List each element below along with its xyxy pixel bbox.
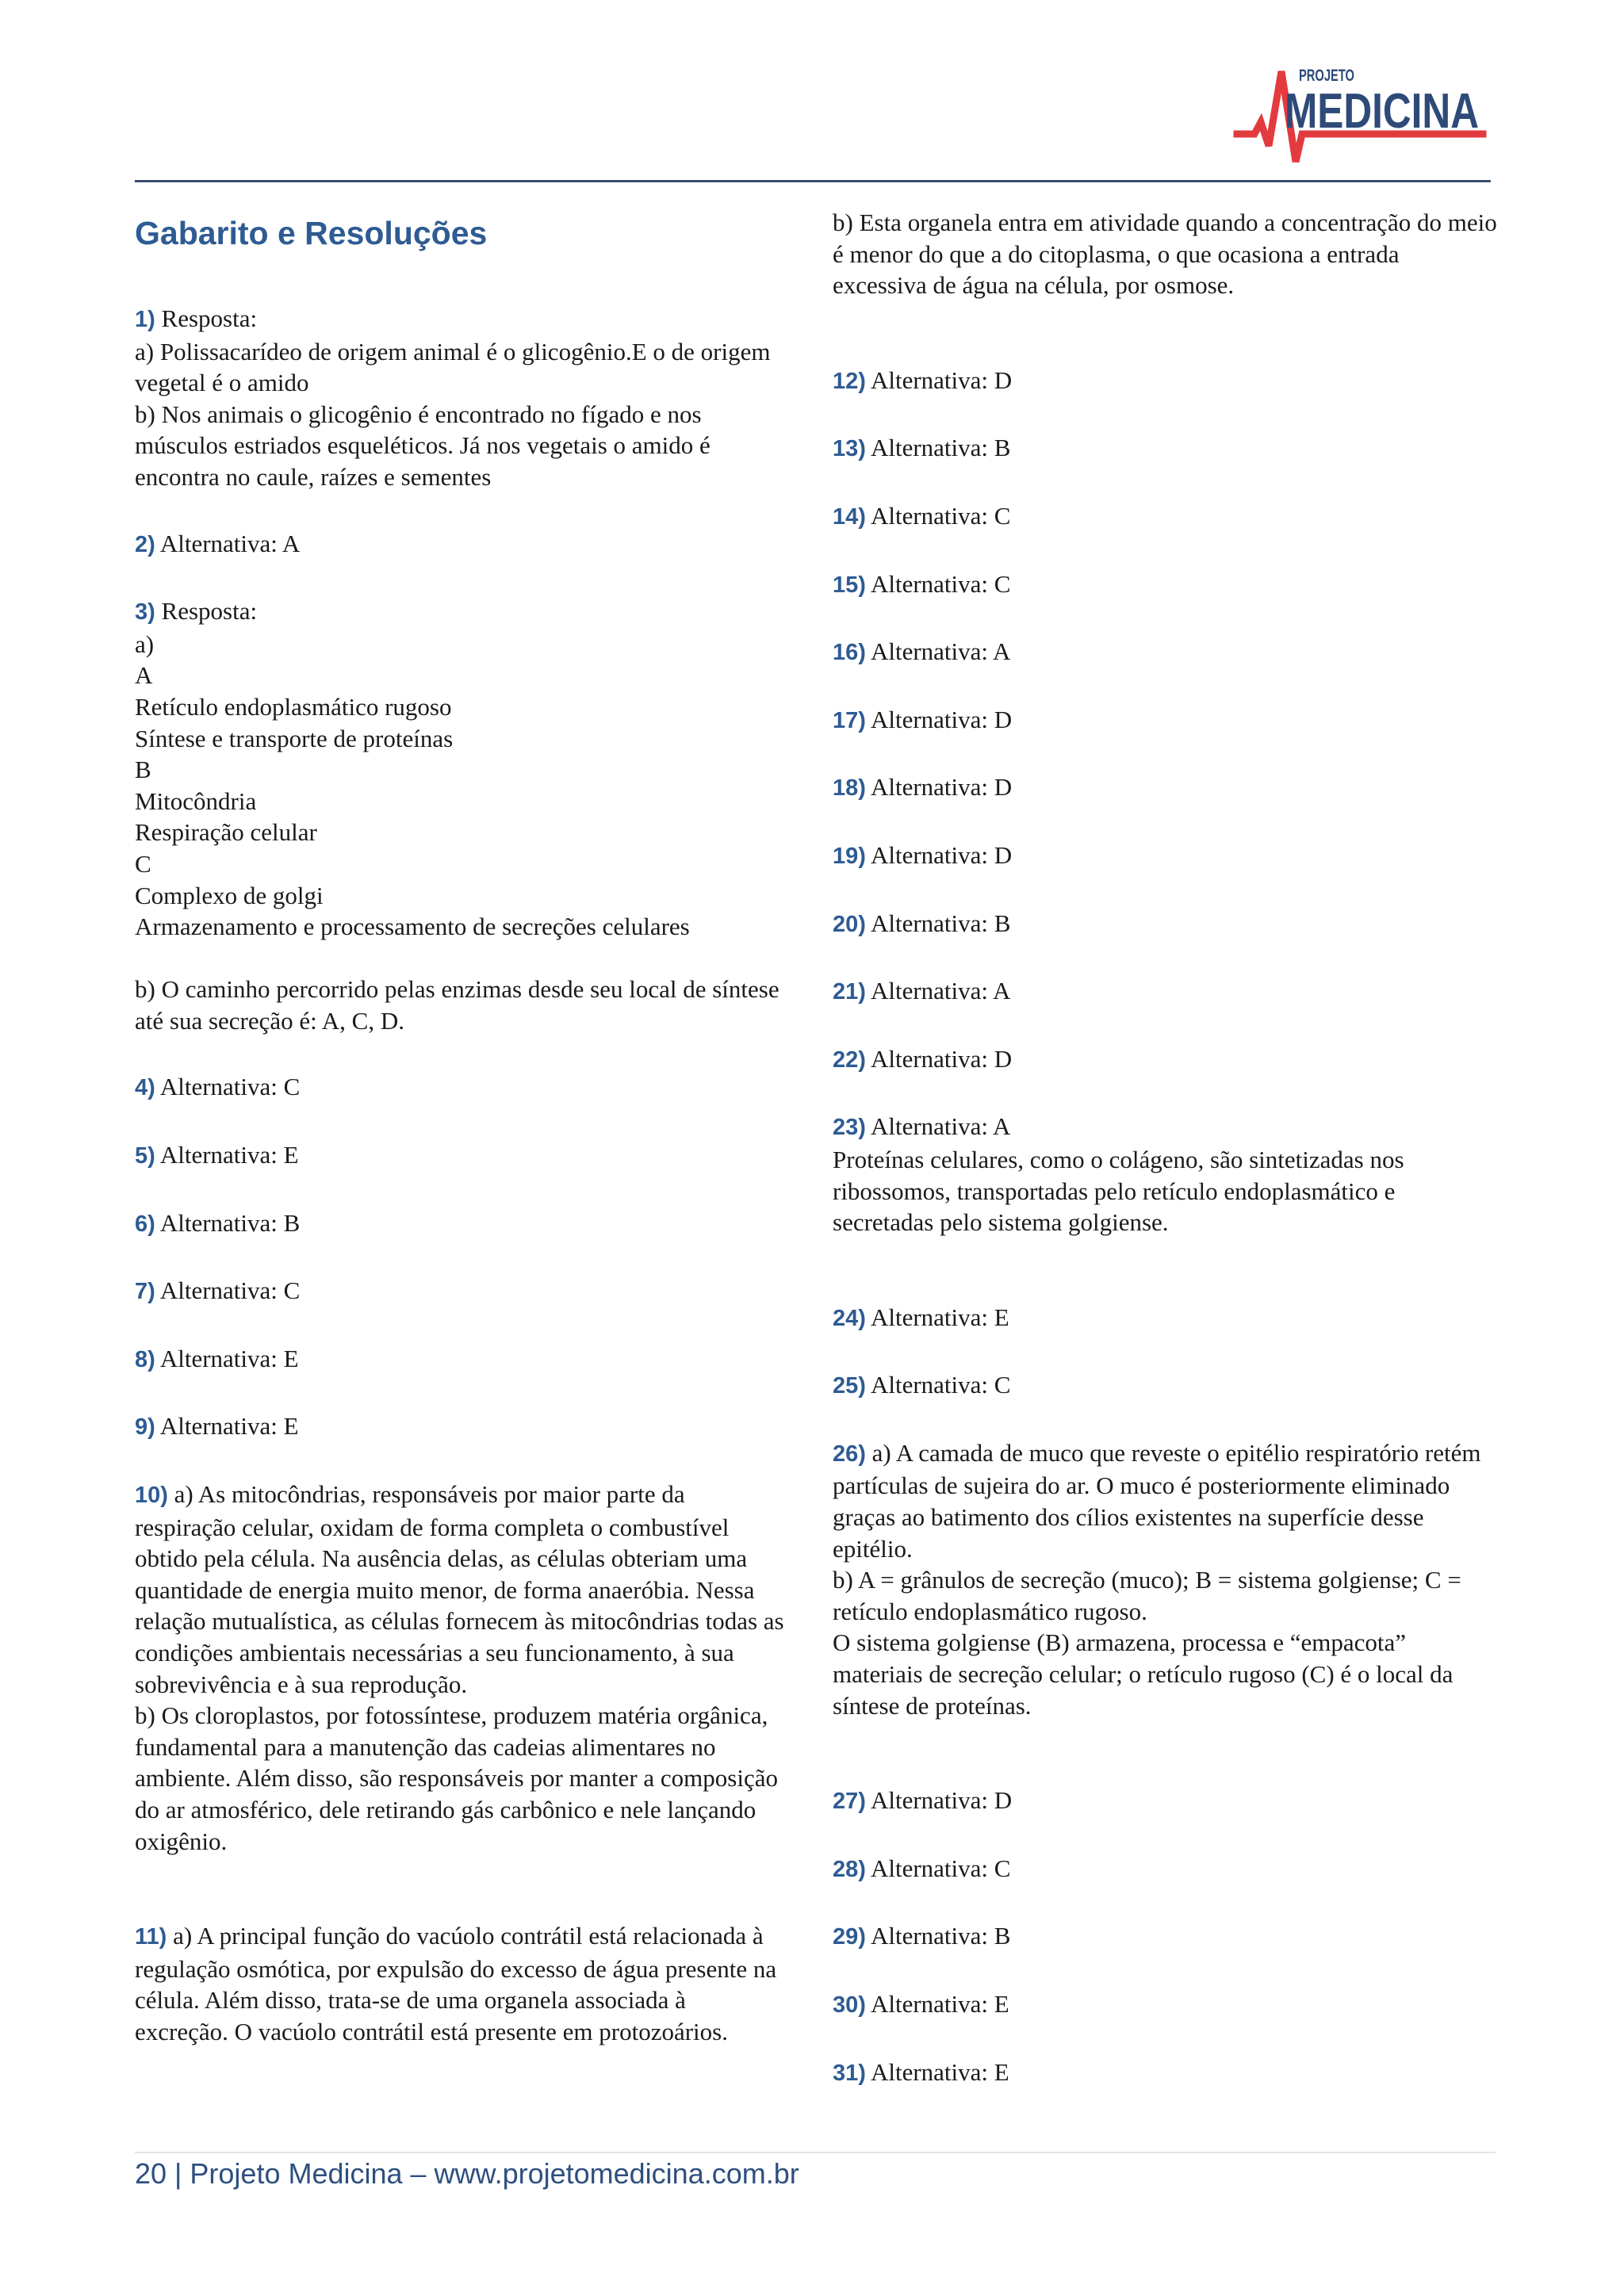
answer-number: 19) bbox=[833, 843, 866, 869]
logo-big-text: MEDICINA bbox=[1285, 84, 1479, 139]
answer-line bbox=[833, 1302, 1499, 1335]
answer-number: 3) bbox=[135, 599, 155, 626]
answer-text: Resposta: bbox=[161, 597, 258, 626]
answer-text: Alternativa: D bbox=[870, 705, 1013, 733]
answer-item bbox=[833, 1111, 1499, 1238]
answer-item bbox=[135, 595, 785, 1036]
answer-item bbox=[833, 1302, 1499, 1335]
answer-text: Alternativa: E bbox=[159, 1141, 299, 1169]
answer-line bbox=[135, 1920, 785, 2047]
answer-text: b) Esta organela entra em atividade quando a concentração do meio é menor do que a do citoplasma, o que ocasiona a entrada excessiva de água na célula, por osmose. bbox=[833, 209, 1497, 300]
answer-number: 15) bbox=[833, 572, 866, 598]
answer-text: C bbox=[135, 849, 151, 878]
answer-item bbox=[135, 528, 785, 561]
answer-line bbox=[833, 365, 1499, 398]
answer-text: A bbox=[135, 661, 153, 690]
answer-number: 20) bbox=[833, 911, 866, 937]
answer-number: 25) bbox=[833, 1373, 866, 1399]
answer-line bbox=[833, 908, 1499, 941]
answer-item bbox=[833, 1043, 1499, 1077]
answer-item bbox=[833, 1853, 1499, 1886]
answer-number: 14) bbox=[833, 503, 866, 530]
answer-line bbox=[833, 1144, 1499, 1238]
answer-text: O sistema golgiense (B) armazena, processa e “empacota” materiais de secreção celular; o retículo rugoso (C) é o local da síntese de proteínas. bbox=[833, 1628, 1454, 1720]
answer-text: b) O caminho percorrido pelas enzimas desde seu local de síntese até sua secreção é: A, C, D. bbox=[135, 975, 779, 1035]
answer-number: 5) bbox=[135, 1143, 155, 1169]
answer-line bbox=[135, 880, 785, 912]
answer-text: Síntese e transporte de proteínas bbox=[135, 724, 454, 752]
answer-text: Proteínas celulares, como o colágeno, são sintetizadas nos ribossomos, transportadas pelo retículo endoplasmático e secretadas pelo sistema golgiense. bbox=[833, 1145, 1404, 1237]
answer-number: 10) bbox=[135, 1483, 168, 1509]
answer-item bbox=[833, 771, 1499, 805]
page-footer: 20 | Projeto Medicina – www.projetomedicina.com.br bbox=[135, 2157, 799, 2190]
answer-text: Alternativa: C bbox=[159, 1276, 301, 1305]
answer-text: Alternativa: A bbox=[159, 529, 301, 557]
logo-small-text: PROJETO bbox=[1299, 67, 1354, 85]
answer-text: Alternativa: D bbox=[870, 365, 1013, 394]
answer-text: Alternativa: B bbox=[870, 909, 1011, 937]
answer-line bbox=[833, 975, 1499, 1008]
answer-text: Alternativa: E bbox=[870, 2057, 1009, 2086]
answer-text: Alternativa: E bbox=[159, 1412, 299, 1441]
answer-text: Respiração celular bbox=[135, 818, 317, 847]
answer-line bbox=[833, 636, 1499, 669]
answer-line bbox=[135, 303, 785, 336]
answer-line bbox=[135, 1479, 785, 1700]
answer-text: Alternativa: A bbox=[870, 977, 1011, 1005]
answer-text: Complexo de golgi bbox=[135, 881, 324, 909]
answer-line bbox=[833, 1853, 1499, 1886]
answer-item bbox=[833, 975, 1499, 1008]
answer-number: 26) bbox=[833, 1441, 866, 1467]
answer-line bbox=[833, 1920, 1499, 1954]
answer-number: 21) bbox=[833, 979, 866, 1005]
answer-text: b) Os cloroplastos, por fotossíntese, produzem matéria orgânica, fundamental para a manutenção das cadeias alimentares no ambiente. Além disso, são responsáveis por manter a composição do ar atmosférico, dele retirando gás carbônico e nele lançando oxigênio. bbox=[135, 1701, 778, 1855]
answer-line bbox=[833, 207, 1499, 301]
answer-item bbox=[833, 1785, 1499, 1818]
answer-item bbox=[135, 1275, 785, 1308]
answer-item bbox=[833, 432, 1499, 465]
answer-item bbox=[833, 568, 1499, 602]
answer-item bbox=[833, 365, 1499, 398]
answer-number: 30) bbox=[833, 1992, 866, 2018]
answer-line bbox=[833, 1437, 1499, 1564]
answer-line bbox=[833, 568, 1499, 602]
answer-line bbox=[135, 691, 785, 723]
answer-text: Alternativa: E bbox=[870, 1303, 1009, 1331]
page-title: Gabarito e Resoluções bbox=[135, 215, 488, 251]
answer-line bbox=[135, 336, 785, 399]
answer-line bbox=[135, 754, 785, 786]
answer-text: Alternativa: A bbox=[870, 1112, 1011, 1141]
answer-item bbox=[135, 1343, 785, 1376]
answer-line bbox=[833, 432, 1499, 465]
answer-number: 8) bbox=[135, 1346, 155, 1372]
answer-number: 27) bbox=[833, 1789, 866, 1815]
answer-line bbox=[833, 1785, 1499, 1818]
answer-number: 28) bbox=[833, 1856, 866, 1882]
answer-text: Retículo endoplasmático rugoso bbox=[135, 692, 452, 721]
answer-line bbox=[833, 1043, 1499, 1077]
answer-number: 12) bbox=[833, 368, 866, 394]
answer-item bbox=[833, 1988, 1499, 2022]
answer-line bbox=[833, 2057, 1499, 2090]
answer-line bbox=[135, 399, 785, 493]
answer-text: a) bbox=[135, 629, 155, 658]
answer-item bbox=[833, 1920, 1499, 1954]
answer-line bbox=[135, 660, 785, 691]
answer-number: 6) bbox=[135, 1211, 155, 1237]
answer-text: Alternativa: C bbox=[870, 1371, 1011, 1399]
answer-item bbox=[833, 636, 1499, 669]
answer-text: B bbox=[135, 756, 151, 784]
answer-line bbox=[135, 1700, 785, 1857]
answer-text: Alternativa: C bbox=[159, 1073, 301, 1101]
answer-number: 17) bbox=[833, 707, 866, 733]
answer-text: Alternativa: C bbox=[870, 501, 1011, 530]
answer-line bbox=[833, 1564, 1499, 1627]
answer-text: Armazenamento e processamento de secreções celulares bbox=[135, 913, 690, 941]
answer-number: 16) bbox=[833, 640, 866, 666]
answer-text: a) As mitocôndrias, responsáveis por maior parte da respiração celular, oxidam de forma completa o combustível obtido pela célula. Na ausência delas, as células obteriam uma quantidade de energia muito menor, de forma anaeróbia. Nessa relação mutualística, as células fornecem às mitocôndrias todas as condições ambientais necessárias a seu funcionamento, à sua sobrevivência e à sua reprodução. bbox=[135, 1480, 784, 1698]
answer-line bbox=[135, 848, 785, 880]
answer-line bbox=[135, 528, 785, 561]
answer-text: Alternativa: E bbox=[870, 1990, 1009, 2018]
answer-line bbox=[135, 817, 785, 848]
answer-text: Alternativa: D bbox=[870, 1044, 1013, 1073]
answer-line bbox=[135, 974, 785, 1036]
answer-text: Mitocôndria bbox=[135, 786, 257, 815]
header-divider bbox=[135, 180, 1491, 182]
answer-number: 24) bbox=[833, 1305, 866, 1331]
answer-line bbox=[135, 786, 785, 817]
answer-line bbox=[135, 1410, 785, 1444]
projeto-medicina-logo bbox=[1237, 57, 1483, 176]
answer-line bbox=[135, 943, 785, 974]
answer-text: Alternativa: B bbox=[870, 434, 1011, 462]
answer-text: Alternativa: E bbox=[159, 1344, 299, 1372]
answer-number: 1) bbox=[135, 307, 155, 332]
answer-line bbox=[833, 704, 1499, 737]
answer-line bbox=[833, 771, 1499, 805]
answer-item bbox=[135, 1410, 785, 1444]
answer-item bbox=[833, 908, 1499, 941]
answer-line bbox=[135, 723, 785, 755]
answer-line bbox=[135, 1275, 785, 1308]
answer-line bbox=[135, 595, 785, 629]
answer-item bbox=[135, 1139, 785, 1173]
answer-item bbox=[833, 840, 1499, 873]
left-column bbox=[135, 201, 785, 2083]
answer-item bbox=[135, 303, 785, 493]
answer-item bbox=[833, 500, 1499, 534]
answer-text: Alternativa: C bbox=[870, 1854, 1011, 1882]
answer-text: Alternativa: D bbox=[870, 1786, 1013, 1815]
answer-text: Alternativa: D bbox=[870, 773, 1013, 802]
answer-number: 29) bbox=[833, 1924, 866, 1950]
answer-item bbox=[833, 704, 1499, 737]
answer-line bbox=[833, 840, 1499, 873]
answer-item bbox=[833, 2057, 1499, 2090]
answer-text: Alternativa: C bbox=[870, 569, 1011, 598]
answer-line bbox=[135, 1343, 785, 1376]
left-answers-list bbox=[135, 303, 785, 2048]
answer-text: a) A principal função do vacúolo contrátil está relacionada à regulação osmótica, por expulsão do excesso de água presente na célula. Além disso, trata-se de uma organela associada à excreção. O vacúolo contrátil está presente em protozoários. bbox=[135, 1922, 777, 2045]
answer-item bbox=[833, 207, 1499, 301]
answer-item bbox=[135, 1071, 785, 1104]
answer-item bbox=[135, 1207, 785, 1241]
answer-number: 9) bbox=[135, 1414, 155, 1441]
answer-item bbox=[135, 1479, 785, 1857]
answer-number: 31) bbox=[833, 2060, 866, 2086]
answer-line bbox=[135, 1071, 785, 1104]
answer-line bbox=[833, 1988, 1499, 2022]
answer-number: 18) bbox=[833, 775, 866, 802]
answer-line bbox=[135, 1139, 785, 1173]
answer-text: Resposta: bbox=[161, 304, 258, 332]
right-column bbox=[833, 207, 1499, 2124]
right-answers-list bbox=[833, 207, 1499, 2089]
answer-text: Alternativa: A bbox=[870, 637, 1011, 666]
answer-line bbox=[135, 1207, 785, 1241]
answer-item bbox=[833, 1437, 1499, 1721]
answer-line bbox=[135, 911, 785, 943]
answer-line bbox=[833, 1369, 1499, 1402]
answer-line bbox=[135, 629, 785, 660]
answer-number: 22) bbox=[833, 1047, 866, 1073]
answer-number: 2) bbox=[135, 531, 155, 557]
answer-text: Alternativa: B bbox=[159, 1208, 301, 1237]
answer-number: 23) bbox=[833, 1115, 866, 1141]
answer-text: b) Nos animais o glicogênio é encontrado no fígado e nos músculos estriados esqueléticos. Já nos vegetais o amido é encontra no caule, raízes e sementes bbox=[135, 400, 710, 491]
answer-line bbox=[833, 1111, 1499, 1144]
answer-number: 4) bbox=[135, 1075, 155, 1101]
answer-line bbox=[833, 1627, 1499, 1721]
answer-number: 13) bbox=[833, 436, 866, 462]
answer-text: Alternativa: B bbox=[870, 1922, 1011, 1950]
answer-item bbox=[833, 1369, 1499, 1402]
answer-line bbox=[833, 500, 1499, 534]
answer-item bbox=[135, 1920, 785, 2047]
answer-text: a) A camada de muco que reveste o epitélio respiratório retém partículas de sujeira do ar. O muco é posteriormente eliminado graças ao batimento dos cílios existentes na superfície desse epitélio. bbox=[833, 1438, 1481, 1563]
answer-number: 11) bbox=[135, 1924, 167, 1950]
answer-text: b) A = grânulos de secreção (muco); B = sistema golgiense; C = retículo endoplasmático rugoso. bbox=[833, 1566, 1461, 1625]
answer-text: a) Polissacarídeo de origem animal é o glicogênio.E o de origem vegetal é o amido bbox=[135, 337, 771, 397]
answer-text: Alternativa: D bbox=[870, 840, 1013, 869]
answer-number: 7) bbox=[135, 1279, 155, 1305]
